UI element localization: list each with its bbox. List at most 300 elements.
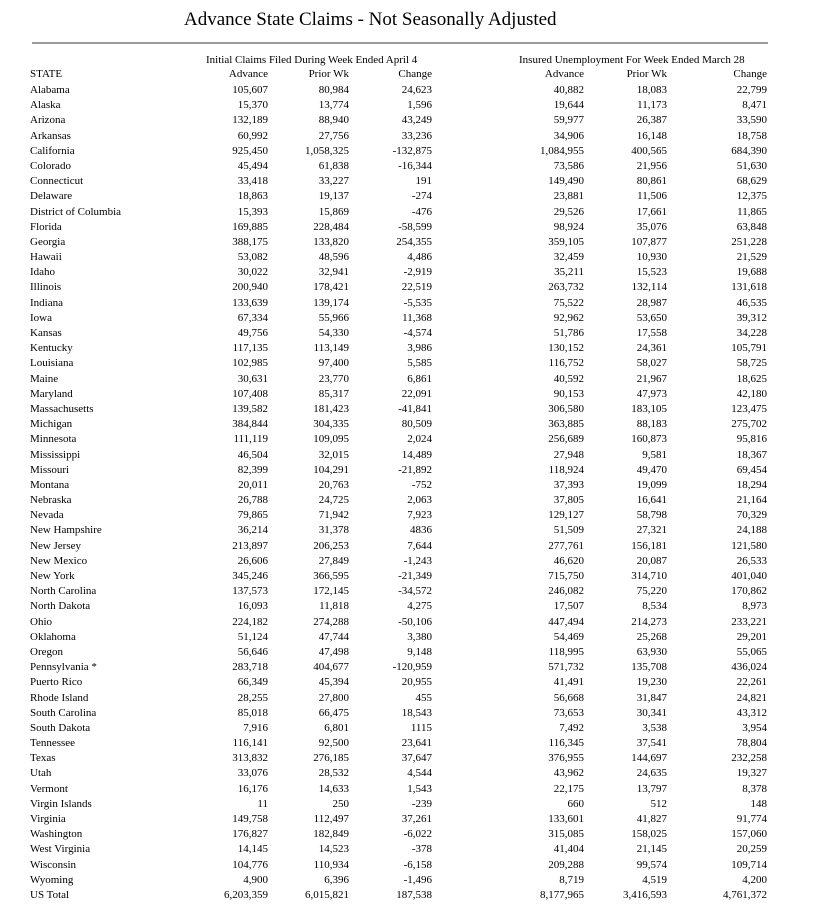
table-row [30, 888, 770, 903]
cell-insured-change: 109,714 [731, 858, 767, 871]
cell-initial-prior-week: 6,396 [324, 873, 349, 886]
cell-insured-prior-week: 16,641 [636, 494, 667, 507]
cell-initial-advance: 28,255 [237, 691, 268, 704]
cell-state: Rhode Island [30, 691, 89, 704]
cell-initial-advance: 30,631 [237, 372, 268, 385]
cell-state: Massachusetts [30, 402, 94, 415]
cell-initial-advance: 79,865 [237, 509, 268, 522]
table-row [30, 387, 770, 402]
cell-initial-prior-week: 304,335 [313, 418, 349, 431]
cell-initial-advance: 104,776 [232, 858, 268, 871]
insured-unemployment-group-header: Insured Unemployment For Week Ended March 28 [519, 54, 745, 66]
cell-insured-prior-week: 156,181 [631, 539, 667, 552]
cell-insured-prior-week: 37,541 [636, 737, 667, 750]
cell-initial-prior-week: 27,849 [318, 554, 349, 567]
cell-initial-prior-week: 11,818 [319, 600, 349, 613]
cell-insured-prior-week: 214,273 [631, 615, 667, 628]
cell-initial-change: 4,544 [407, 767, 432, 780]
cell-initial-prior-week: 182,849 [313, 828, 349, 841]
cell-insured-change: 157,060 [731, 828, 767, 841]
table-row [30, 645, 770, 660]
cell-insured-prior-week: 88,183 [636, 418, 667, 431]
cell-initial-advance: 6,203,359 [224, 888, 268, 901]
table-row [30, 721, 770, 736]
cell-initial-advance: 49,756 [237, 327, 268, 339]
cell-state: Hawaii [30, 251, 62, 264]
cell-initial-change: 43,249 [401, 114, 432, 127]
cell-insured-prior-week: 35,076 [636, 220, 667, 233]
cell-insured-advance: 37,805 [553, 494, 584, 507]
cell-initial-change: 4,275 [407, 600, 432, 613]
cell-state: Oklahoma [30, 630, 76, 643]
cell-initial-prior-week: 28,532 [318, 767, 349, 780]
cell-state: Alaska [30, 99, 61, 112]
cell-insured-advance: 8,719 [559, 873, 584, 886]
cell-insured-change: 19,327 [736, 767, 767, 780]
cell-initial-advance: 45,494 [237, 159, 268, 172]
table-row [30, 311, 770, 326]
cell-initial-advance: 85,018 [237, 706, 268, 719]
table-row [30, 873, 770, 888]
cell-insured-change: 78,804 [736, 737, 767, 750]
table-row [30, 417, 770, 432]
cell-insured-change: 24,188 [736, 524, 767, 537]
cell-initial-change: 22,091 [401, 387, 432, 400]
cell-initial-prior-week: 32,015 [318, 448, 349, 461]
cell-insured-prior-week: 24,635 [636, 767, 667, 780]
cell-state: Nevada [30, 509, 64, 522]
cell-initial-advance: 111,119 [233, 433, 268, 446]
cell-insured-prior-week: 107,877 [631, 235, 667, 248]
cell-initial-prior-week: 80,984 [318, 84, 349, 96]
cell-initial-change: -21,892 [398, 463, 432, 476]
cell-initial-change: -239 [411, 797, 432, 810]
cell-insured-advance: 315,085 [548, 828, 584, 841]
cell-initial-change: 3,380 [407, 630, 432, 643]
cell-state: Michigan [30, 418, 73, 431]
cell-initial-change: 18,543 [401, 706, 432, 719]
cell-initial-change: -378 [411, 843, 432, 856]
cell-initial-advance: 176,827 [232, 828, 268, 841]
cell-state: Utah [30, 767, 52, 780]
cell-initial-advance: 16,093 [237, 600, 268, 613]
table-row [30, 797, 770, 812]
cell-initial-change: -274 [411, 190, 432, 203]
cell-state: Missouri [30, 463, 70, 476]
cell-initial-prior-week: 47,744 [318, 630, 349, 643]
table-row [30, 736, 770, 751]
cell-insured-change: 34,228 [736, 327, 767, 339]
cell-initial-advance: 213,897 [232, 539, 268, 552]
cell-insured-change: 29,201 [736, 630, 767, 643]
cell-state: Illinois [30, 281, 62, 294]
cell-state: New Mexico [30, 554, 88, 567]
cell-insured-change: 39,312 [736, 311, 767, 324]
cell-initial-change: -34,572 [398, 585, 432, 598]
cell-insured-prior-week: 80,861 [636, 175, 667, 188]
cell-initial-advance: 117,135 [232, 342, 268, 355]
table-row [30, 448, 770, 463]
initial-claims-group-header: Initial Claims Filed During Week Ended April 4 [206, 54, 418, 66]
table-row [30, 83, 770, 98]
cell-insured-prior-week: 10,930 [636, 251, 667, 264]
table-row [30, 205, 770, 220]
cell-initial-prior-week: 61,838 [318, 159, 349, 172]
cell-insured-change: 232,258 [731, 752, 767, 765]
cell-insured-advance: 116,752 [548, 357, 584, 370]
cell-state: Iowa [30, 311, 52, 324]
table-row [30, 326, 770, 341]
cell-initial-prior-week: 55,966 [318, 311, 349, 324]
table-row [30, 159, 770, 174]
cell-state: Tennessee [30, 737, 76, 750]
cell-initial-change: 7,644 [407, 539, 432, 552]
cell-initial-prior-week: 19,137 [318, 190, 349, 203]
table-row [30, 584, 770, 599]
cell-state: Washington [30, 828, 83, 841]
cell-state: Puerto Rico [30, 676, 83, 689]
cell-initial-advance: 313,832 [232, 752, 268, 765]
cell-insured-advance: 51,786 [553, 327, 584, 339]
cell-insured-change: 46,535 [736, 296, 767, 309]
cell-insured-advance: 660 [567, 797, 584, 810]
cell-insured-advance: 32,459 [553, 251, 584, 264]
cell-initial-advance: 116,141 [232, 737, 268, 750]
table-row [30, 372, 770, 387]
cell-state: Maine [30, 372, 59, 385]
cell-state: Idaho [30, 266, 56, 279]
cell-insured-advance: 277,761 [548, 539, 584, 552]
cell-insured-change: 233,221 [731, 615, 767, 628]
cell-initial-prior-week: 133,820 [313, 235, 349, 248]
cell-insured-change: 24,821 [736, 691, 767, 704]
cell-initial-prior-week: 32,941 [318, 266, 349, 279]
header-initial-advance: Advance [228, 68, 268, 80]
cell-initial-change: 3,986 [407, 342, 432, 355]
cell-insured-prior-week: 18,083 [636, 84, 667, 96]
table-row [30, 706, 770, 721]
table-row [30, 751, 770, 766]
cell-initial-advance: 33,418 [237, 175, 268, 188]
cell-insured-change: 51,630 [736, 159, 767, 172]
cell-initial-change: 20,955 [401, 676, 432, 689]
cell-insured-advance: 40,592 [553, 372, 584, 385]
cell-insured-change: 69,454 [736, 463, 767, 476]
cell-initial-advance: 200,940 [232, 281, 268, 294]
table-row [30, 98, 770, 113]
cell-initial-change: -120,959 [392, 661, 432, 674]
cell-initial-advance: 132,189 [232, 114, 268, 127]
cell-initial-prior-week: 27,756 [318, 129, 349, 142]
cell-state: Kansas [30, 327, 62, 339]
claims-table-body [30, 83, 770, 903]
cell-insured-change: 12,375 [736, 190, 767, 203]
cell-insured-prior-week: 63,930 [636, 645, 667, 658]
cell-initial-change: 37,261 [401, 813, 432, 825]
cell-insured-change: 4,200 [742, 873, 767, 886]
cell-state: South Dakota [30, 721, 91, 734]
cell-insured-advance: 118,995 [548, 645, 584, 658]
cell-initial-prior-week: 104,291 [313, 463, 349, 476]
cell-insured-prior-week: 28,987 [636, 296, 667, 309]
cell-insured-change: 21,529 [736, 251, 767, 264]
cell-insured-prior-week: 21,145 [636, 843, 667, 856]
cell-initial-change: 6,861 [407, 372, 432, 385]
cell-insured-advance: 90,153 [553, 387, 584, 400]
cell-initial-prior-week: 31,378 [318, 524, 349, 537]
cell-insured-prior-week: 16,148 [636, 129, 667, 142]
cell-initial-change: -2,919 [403, 266, 432, 279]
cell-initial-advance: 7,916 [243, 721, 268, 734]
cell-insured-change: 22,261 [736, 676, 767, 689]
cell-initial-prior-week: 110,934 [313, 858, 349, 871]
cell-insured-prior-week: 160,873 [631, 433, 667, 446]
cell-initial-change: 1,596 [407, 99, 432, 112]
cell-initial-advance: 82,399 [237, 463, 268, 476]
cell-insured-change: 123,475 [731, 402, 767, 415]
table-row [30, 296, 770, 311]
cell-insured-advance: 447,494 [548, 615, 584, 628]
cell-insured-change: 91,774 [736, 813, 767, 825]
cell-insured-advance: 27,948 [553, 448, 584, 461]
cell-initial-change: 7,923 [407, 509, 432, 522]
cell-insured-change: 18,294 [736, 478, 767, 491]
cell-initial-change: 1,543 [407, 782, 432, 795]
cell-insured-prior-week: 144,697 [631, 752, 667, 765]
cell-initial-prior-week: 113,149 [313, 342, 349, 355]
cell-initial-change: 2,063 [407, 494, 432, 507]
cell-insured-prior-week: 8,534 [642, 600, 667, 613]
table-row [30, 660, 770, 675]
cell-insured-prior-week: 11,173 [637, 99, 667, 112]
cell-initial-change: 37,647 [401, 752, 432, 765]
cell-insured-prior-week: 31,847 [636, 691, 667, 704]
table-row [30, 463, 770, 478]
cell-state: Alabama [30, 84, 70, 96]
cell-insured-prior-week: 30,341 [636, 706, 667, 719]
cell-insured-prior-week: 9,581 [642, 448, 667, 461]
cell-initial-prior-week: 47,498 [318, 645, 349, 658]
cell-initial-change: 254,355 [396, 235, 432, 248]
cell-insured-advance: 73,653 [553, 706, 584, 719]
cell-insured-advance: 23,881 [553, 190, 584, 203]
cell-insured-change: 42,180 [736, 387, 767, 400]
cell-insured-change: 3,954 [742, 721, 767, 734]
cell-insured-prior-week: 17,661 [636, 205, 667, 218]
cell-insured-prior-week: 512 [650, 797, 667, 810]
cell-initial-change: 4,486 [407, 251, 432, 264]
cell-insured-prior-week: 135,708 [631, 661, 667, 674]
cell-insured-change: 21,164 [736, 494, 767, 507]
cell-insured-change: 8,471 [742, 99, 767, 112]
table-row [30, 129, 770, 144]
cell-insured-prior-week: 17,558 [636, 327, 667, 339]
cell-state: North Carolina [30, 585, 97, 598]
cell-initial-prior-week: 276,185 [313, 752, 349, 765]
cell-insured-change: 18,758 [736, 129, 767, 142]
cell-insured-advance: 54,469 [553, 630, 584, 643]
cell-insured-prior-week: 11,506 [637, 190, 667, 203]
cell-state: Arkansas [30, 129, 71, 142]
cell-initial-advance: 30,022 [237, 266, 268, 279]
cell-initial-advance: 53,082 [237, 251, 268, 264]
cell-insured-change: 18,367 [736, 448, 767, 461]
table-row [30, 508, 770, 523]
cell-insured-prior-week: 19,230 [636, 676, 667, 689]
cell-insured-advance: 263,732 [548, 281, 584, 294]
cell-initial-prior-week: 71,942 [318, 509, 349, 522]
cell-initial-prior-week: 92,500 [318, 737, 349, 750]
cell-insured-change: 131,618 [731, 281, 767, 294]
cell-initial-advance: 15,370 [237, 99, 268, 112]
cell-insured-advance: 17,507 [553, 600, 584, 613]
cell-insured-advance: 133,601 [548, 813, 584, 825]
cell-initial-prior-week: 27,800 [318, 691, 349, 704]
cell-insured-prior-week: 132,114 [631, 281, 667, 294]
cell-initial-change: 22,519 [401, 281, 432, 294]
cell-insured-advance: 73,586 [553, 159, 584, 172]
cell-insured-change: 68,629 [736, 175, 767, 188]
table-row [30, 539, 770, 554]
table-row [30, 174, 770, 189]
title-divider [32, 42, 768, 44]
cell-insured-prior-week: 314,710 [631, 570, 667, 582]
table-row [30, 265, 770, 280]
header-initial-prior-week: Prior Wk [308, 68, 349, 80]
cell-state: New Hampshire [30, 524, 102, 537]
cell-initial-prior-week: 178,421 [313, 281, 349, 294]
cell-insured-prior-week: 53,650 [636, 311, 667, 324]
cell-initial-advance: 139,582 [232, 402, 268, 415]
cell-initial-advance: 20,011 [238, 478, 268, 491]
cell-initial-advance: 26,606 [237, 554, 268, 567]
cell-initial-advance: 388,175 [232, 235, 268, 248]
cell-insured-change: 401,040 [731, 570, 767, 582]
cell-insured-change: 8,973 [742, 600, 767, 613]
cell-initial-change: 4836 [410, 524, 432, 537]
cell-initial-advance: 14,145 [237, 843, 268, 856]
cell-insured-change: 105,791 [731, 342, 767, 355]
cell-initial-advance: 102,985 [232, 357, 268, 370]
cell-state: New York [30, 570, 75, 582]
table-row [30, 766, 770, 781]
cell-insured-advance: 41,491 [553, 676, 584, 689]
cell-initial-change: -5,535 [403, 296, 432, 309]
cell-insured-prior-week: 400,565 [631, 144, 667, 157]
cell-insured-prior-week: 26,387 [636, 114, 667, 127]
cell-initial-advance: 345,246 [232, 570, 268, 582]
cell-initial-prior-week: 66,475 [318, 706, 349, 719]
cell-insured-prior-week: 3,416,593 [623, 888, 667, 901]
cell-initial-advance: 36,214 [237, 524, 268, 537]
cell-insured-change: 684,390 [731, 144, 767, 157]
cell-initial-prior-week: 228,484 [313, 220, 349, 233]
table-row [30, 827, 770, 842]
cell-insured-advance: 98,924 [553, 220, 584, 233]
cell-initial-change: 33,236 [401, 129, 432, 142]
cell-initial-prior-week: 206,253 [313, 539, 349, 552]
cell-initial-advance: 925,450 [232, 144, 268, 157]
cell-insured-advance: 118,924 [548, 463, 584, 476]
cell-insured-prior-week: 25,268 [636, 630, 667, 643]
cell-insured-advance: 363,885 [548, 418, 584, 431]
cell-insured-prior-week: 24,361 [636, 342, 667, 355]
cell-insured-change: 4,761,372 [723, 888, 767, 901]
table-row [30, 842, 770, 857]
cell-state: Delaware [30, 190, 73, 203]
cell-initial-advance: 26,788 [237, 494, 268, 507]
cell-initial-advance: 137,573 [232, 585, 268, 598]
cell-initial-change: -6,158 [403, 858, 432, 871]
table-row [30, 493, 770, 508]
cell-insured-advance: 571,732 [548, 661, 584, 674]
header-initial-change: Change [398, 68, 432, 80]
cell-insured-advance: 51,509 [553, 524, 584, 537]
cell-insured-change: 251,228 [731, 235, 767, 248]
cell-initial-prior-week: 20,763 [318, 478, 349, 491]
table-row [30, 341, 770, 356]
cell-initial-advance: 384,844 [232, 418, 268, 431]
cell-initial-advance: 66,349 [237, 676, 268, 689]
cell-state: Pennsylvania * [30, 661, 97, 674]
cell-insured-advance: 359,105 [548, 235, 584, 248]
cell-insured-change: 148 [750, 797, 767, 810]
cell-insured-advance: 130,152 [548, 342, 584, 355]
cell-insured-change: 20,259 [736, 843, 767, 856]
table-row [30, 858, 770, 873]
cell-initial-change: -476 [411, 205, 432, 218]
cell-initial-advance: 56,646 [237, 645, 268, 658]
cell-initial-change: -752 [411, 478, 432, 491]
cell-initial-change: -16,344 [398, 159, 432, 172]
cell-initial-prior-week: 88,940 [318, 114, 349, 127]
cell-state: Florida [30, 220, 62, 233]
cell-insured-change: 70,329 [736, 509, 767, 522]
cell-insured-change: 11,865 [737, 205, 767, 218]
cell-initial-advance: 283,718 [232, 661, 268, 674]
cell-insured-advance: 37,393 [553, 478, 584, 491]
table-row [30, 235, 770, 250]
cell-insured-advance: 376,955 [548, 752, 584, 765]
cell-insured-change: 19,688 [736, 266, 767, 279]
cell-initial-prior-week: 404,677 [313, 661, 349, 674]
cell-insured-change: 275,702 [731, 418, 767, 431]
cell-insured-advance: 59,977 [553, 114, 584, 127]
cell-initial-advance: 18,863 [237, 190, 268, 203]
cell-insured-prior-week: 183,105 [631, 402, 667, 415]
cell-insured-advance: 56,668 [553, 691, 584, 704]
cell-insured-prior-week: 158,025 [631, 828, 667, 841]
cell-initial-change: 14,489 [401, 448, 432, 461]
cell-initial-prior-week: 97,400 [318, 357, 349, 370]
cell-insured-prior-week: 41,827 [636, 813, 667, 825]
cell-insured-prior-week: 27,321 [636, 524, 667, 537]
cell-insured-advance: 7,492 [559, 721, 584, 734]
cell-insured-advance: 209,288 [548, 858, 584, 871]
cell-initial-prior-week: 274,288 [313, 615, 349, 628]
cell-initial-change: -1,496 [403, 873, 432, 886]
cell-insured-prior-week: 99,574 [636, 858, 667, 871]
cell-initial-prior-week: 172,145 [313, 585, 349, 598]
cell-initial-change: 1115 [410, 721, 432, 734]
cell-insured-change: 170,862 [731, 585, 767, 598]
table-row [30, 523, 770, 538]
cell-state: Louisiana [30, 357, 74, 370]
table-row [30, 615, 770, 630]
cell-state: South Carolina [30, 706, 97, 719]
cell-state: Ohio [30, 615, 52, 628]
cell-state: Texas [30, 752, 56, 765]
